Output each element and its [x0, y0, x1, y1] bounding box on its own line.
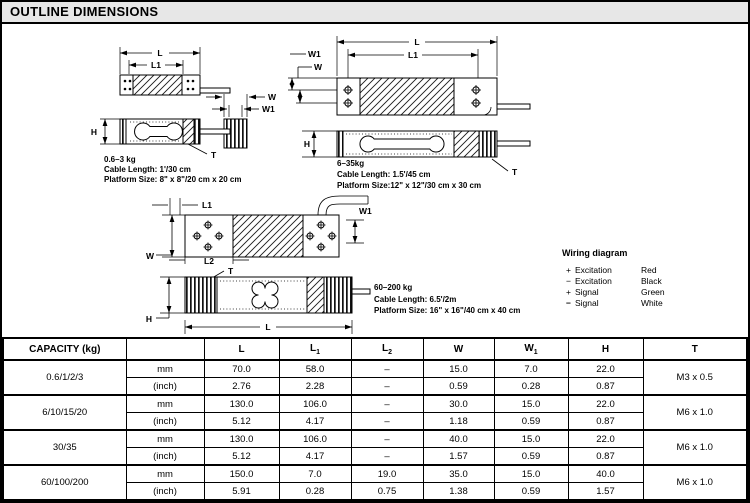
- outline-drawings-area: [2, 24, 748, 337]
- table-row: [3, 430, 747, 448]
- value-cell: –: [351, 430, 423, 448]
- wiring-diagram-title: Wiring diagram: [562, 247, 628, 258]
- dim-label-L1: L1: [408, 49, 418, 60]
- cable: [497, 141, 530, 146]
- thread-cell: M6 x 1.0: [643, 395, 747, 430]
- dim-label-W1: W1: [308, 48, 321, 59]
- dim-label-L: L: [157, 47, 163, 58]
- dim-label-L1: L1: [202, 199, 212, 210]
- wiring-terminal: Excitation: [575, 264, 612, 275]
- value-cell: 7.0: [494, 360, 568, 378]
- dim-label-W: W: [314, 61, 323, 72]
- unit-cell: (inch): [126, 413, 204, 431]
- value-cell: 1.18: [423, 413, 494, 431]
- dim-label-H: H: [145, 313, 153, 324]
- wiring-sign: −: [566, 297, 571, 308]
- value-cell: 35.0: [423, 465, 494, 483]
- column-header: H: [568, 338, 643, 360]
- wiring-color: Black: [641, 275, 662, 286]
- value-cell: –: [351, 448, 423, 466]
- value-cell: 5.91: [204, 483, 279, 501]
- small-end-view: [206, 92, 277, 148]
- page-title-bar: [2, 2, 748, 24]
- dim-label-H: H: [303, 138, 310, 149]
- value-cell: –: [351, 378, 423, 396]
- dim-label-L1: L1: [151, 59, 161, 70]
- thread-cell: M3 x 0.5: [643, 360, 747, 395]
- unit-cell: (inch): [126, 378, 204, 396]
- dim-label-T: T: [228, 265, 234, 276]
- cable: [200, 129, 230, 134]
- value-cell: 1.57: [423, 448, 494, 466]
- wiring-diagram: [562, 248, 742, 309]
- caption-cable-length: Cable Length: 1'/30 cm: [104, 164, 191, 174]
- dim-label-L2: L2: [204, 255, 214, 266]
- wiring-row: [562, 298, 742, 309]
- caption-cable-length: Cable Length: 6.5'/2m: [374, 294, 457, 304]
- column-header: $L_1$: [279, 338, 351, 360]
- unit-cell: mm: [126, 360, 204, 378]
- wiring-terminal: Signal: [575, 286, 599, 297]
- value-cell: 4.17: [279, 413, 351, 431]
- large-top-view: [185, 196, 368, 257]
- unit-cell: (inch): [126, 483, 204, 501]
- capacity-cell: 60/100/200: [3, 465, 126, 500]
- capacity-cell: 30/35: [3, 430, 126, 465]
- value-cell: 0.59: [494, 448, 568, 466]
- value-cell: 70.0: [204, 360, 279, 378]
- column-header: T: [643, 338, 747, 360]
- value-cell: –: [351, 360, 423, 378]
- table-row: [3, 465, 747, 483]
- value-cell: 4.17: [279, 448, 351, 466]
- clover-cutout: [252, 282, 278, 308]
- dim-label-T: T: [512, 166, 518, 177]
- drawing-small: [88, 47, 277, 184]
- drawing-large: [146, 196, 520, 334]
- medium-side-view: [337, 131, 530, 157]
- value-cell: 15.0: [494, 395, 568, 413]
- wiring-color: Green: [641, 286, 665, 297]
- dim-label-W1: W1: [262, 103, 275, 114]
- value-cell: 106.0: [279, 430, 351, 448]
- small-top-view: [120, 75, 230, 95]
- value-cell: 0.28: [279, 483, 351, 501]
- value-cell: 5.12: [204, 448, 279, 466]
- value-cell: 106.0: [279, 395, 351, 413]
- caption-platform-size: Platform Size:12" x 12"/30 cm x 30 cm: [337, 180, 482, 190]
- cable: [200, 88, 230, 93]
- value-cell: 15.0: [423, 360, 494, 378]
- wiring-row: [562, 287, 742, 298]
- wiring-sign: +: [566, 264, 571, 275]
- column-header: $W_1$: [494, 338, 568, 360]
- dim-label-W: W: [145, 250, 155, 261]
- value-cell: 1.57: [568, 483, 643, 501]
- caption-capacity-range: 6–35kg: [337, 158, 365, 168]
- value-cell: 15.0: [494, 430, 568, 448]
- value-cell: 7.0: [279, 465, 351, 483]
- caption-platform-size: Platform Size: 16" x 16"/40 cm x 40 cm: [374, 305, 521, 315]
- wiring-terminal: Excitation: [575, 275, 612, 286]
- unit-cell: (inch): [126, 448, 204, 466]
- capacity-cell: 6/10/15/20: [3, 395, 126, 430]
- value-cell: 0.87: [568, 378, 643, 396]
- wiring-sign: +: [566, 286, 571, 297]
- column-header: L: [204, 338, 279, 360]
- dim-label-L: L: [265, 321, 271, 332]
- dimensions-table: [2, 337, 748, 501]
- caption-cable-length: Cable Length: 1.5'/45 cm: [337, 169, 431, 179]
- value-cell: 130.0: [204, 430, 279, 448]
- thread-cell: M6 x 1.0: [643, 430, 747, 465]
- medium-top-view: [337, 78, 530, 115]
- unit-cell: mm: [126, 395, 204, 413]
- value-cell: 15.0: [494, 465, 568, 483]
- dim-label-H: H: [90, 126, 98, 137]
- value-cell: 22.0: [568, 395, 643, 413]
- value-cell: –: [351, 413, 423, 431]
- column-header: $L_2$: [351, 338, 423, 360]
- value-cell: 130.0: [204, 395, 279, 413]
- wiring-row: [562, 276, 742, 287]
- page-title: OUTLINE DIMENSIONS: [10, 4, 159, 20]
- value-cell: 0.28: [494, 378, 568, 396]
- value-cell: 22.0: [568, 430, 643, 448]
- value-cell: 1.38: [423, 483, 494, 501]
- wiring-sign: −: [566, 275, 571, 286]
- table-row: [3, 360, 747, 378]
- value-cell: 0.59: [423, 378, 494, 396]
- value-cell: 150.0: [204, 465, 279, 483]
- table-row: [3, 395, 747, 413]
- caption-platform-size: Platform Size: 8" x 8"/20 cm x 20 cm: [104, 174, 242, 184]
- thread-cell: M6 x 1.0: [643, 465, 747, 500]
- dim-label-W1: W1: [359, 205, 372, 216]
- dim-label-W: W: [268, 91, 277, 102]
- value-cell: 19.0: [351, 465, 423, 483]
- value-cell: 0.75: [351, 483, 423, 501]
- value-cell: 2.76: [204, 378, 279, 396]
- value-cell: 0.59: [494, 413, 568, 431]
- value-cell: 0.87: [568, 448, 643, 466]
- column-header: CAPACITY (kg): [3, 338, 126, 360]
- value-cell: 5.12: [204, 413, 279, 431]
- value-cell: 40.0: [568, 465, 643, 483]
- unit-cell: mm: [126, 465, 204, 483]
- drawing-medium: [288, 36, 530, 190]
- unit-cell: mm: [126, 430, 204, 448]
- cable: [497, 104, 530, 109]
- value-cell: 30.0: [423, 395, 494, 413]
- wiring-color: Red: [641, 264, 657, 275]
- small-side-view: [120, 119, 230, 144]
- wiring-color: White: [641, 297, 663, 308]
- wiring-rows: [562, 265, 742, 309]
- value-cell: 22.0: [568, 360, 643, 378]
- value-cell: –: [351, 395, 423, 413]
- column-header: W: [423, 338, 494, 360]
- wiring-terminal: Signal: [575, 297, 599, 308]
- dim-label-T: T: [211, 149, 217, 160]
- wiring-row: [562, 265, 742, 276]
- capacity-cell: 0.6/1/2/3: [3, 360, 126, 395]
- large-side-view: [185, 277, 370, 313]
- value-cell: 0.59: [494, 483, 568, 501]
- caption-capacity-range: 60–200 kg: [374, 282, 413, 292]
- dim-label-L: L: [414, 36, 420, 47]
- caption-capacity-range: 0.6–3 kg: [104, 154, 136, 164]
- value-cell: 58.0: [279, 360, 351, 378]
- value-cell: 40.0: [423, 430, 494, 448]
- value-cell: 2.28: [279, 378, 351, 396]
- cable: [352, 289, 370, 294]
- value-cell: 0.87: [568, 413, 643, 431]
